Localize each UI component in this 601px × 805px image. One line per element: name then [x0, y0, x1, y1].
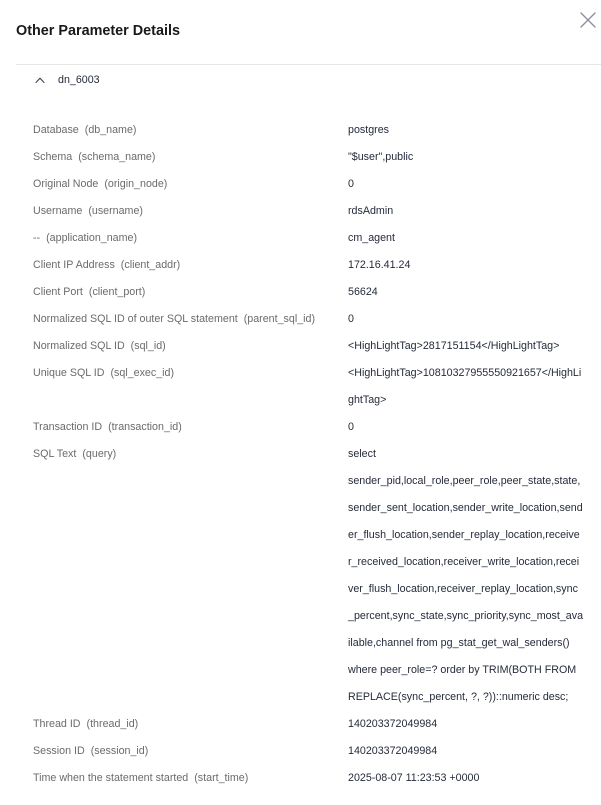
param-field-key: (application_name) [46, 232, 138, 244]
param-value: 0 [348, 421, 354, 433]
param-value: <HighLightTag>10810327955550921657</HighLightTag> [348, 367, 582, 406]
param-name: Database [33, 124, 79, 136]
close-icon [579, 11, 597, 29]
sql-text-value: select sender_pid,local_role,peer_role,peer_state,state,sender_sent_location,sender_write_location,sender_flush_location,sender_replay_location,receiver_received_location,receiver_write_location,receiver_flush_location,receiver_replay_location,sync_percent,sync_state,sync_priority,sync_most_available,channel from pg_stat_get_wal_senders() where peer_role=? order by TRIM(BOTH FROM REPLACE(sync_percent, ?, ?))::numeric desc; [348, 448, 584, 703]
param-row-origin-node [33, 171, 584, 198]
param-label [33, 360, 348, 387]
param-row-db-name [33, 117, 584, 144]
param-field-key: (schema_name) [78, 151, 156, 163]
param-name: Client Port [33, 286, 83, 298]
param-row-session-id [33, 738, 584, 765]
param-name: SQL Text [33, 448, 77, 460]
param-field-key: (start_time) [194, 772, 249, 784]
param-label [33, 333, 348, 360]
param-label [33, 225, 348, 252]
close-button[interactable] [579, 11, 597, 29]
param-field-key: (thread_id) [86, 718, 139, 730]
dialog-title: Other Parameter Details [16, 23, 180, 39]
param-label [33, 441, 348, 468]
param-label [33, 198, 348, 225]
param-label [33, 306, 348, 333]
param-row-client-addr [33, 252, 584, 279]
param-field-key: (origin_node) [104, 178, 168, 190]
param-field-key: (db_name) [84, 124, 137, 136]
param-label [33, 738, 348, 765]
param-row-sql-exec-id [33, 360, 584, 414]
collapse-panel-header[interactable] [16, 65, 601, 96]
param-value: 56624 [348, 286, 378, 298]
param-name: Username [33, 205, 83, 217]
param-field-key: (session_id) [90, 745, 149, 757]
param-name: Transaction ID [33, 421, 103, 433]
param-row-parent-sql-id [33, 306, 584, 333]
param-row-thread-id [33, 711, 584, 738]
param-label [33, 711, 348, 738]
param-field-key: (client_addr) [120, 259, 181, 271]
param-label [33, 279, 348, 306]
param-value: postgres [348, 124, 389, 136]
param-row-sql-id [33, 333, 584, 360]
param-label [33, 117, 348, 144]
param-value: "$user",public [348, 151, 414, 163]
param-name: Original Node [33, 178, 99, 190]
param-label [33, 252, 348, 279]
param-field-key: (parent_sql_id) [243, 313, 316, 325]
param-row-application-name [33, 225, 584, 252]
param-name: Session ID [33, 745, 85, 757]
param-value: 140203372049984 [348, 745, 438, 757]
chevron-up-icon [35, 77, 45, 83]
param-name: Normalized SQL ID [33, 340, 125, 352]
param-value: 2025-08-07 11:23:53 +0000 [348, 772, 480, 784]
param-name: Time when the statement started [33, 772, 189, 784]
param-field-key: (client_port) [88, 286, 146, 298]
param-row-query [33, 441, 584, 711]
param-value: 172.16.41.24 [348, 259, 411, 271]
param-field-key: (query) [82, 448, 117, 460]
param-name: Schema [33, 151, 73, 163]
param-value: 0 [348, 178, 354, 190]
param-value: rdsAdmin [348, 205, 394, 217]
param-name: Unique SQL ID [33, 367, 105, 379]
param-label [33, 414, 348, 441]
param-field-key: (transaction_id) [108, 421, 182, 433]
param-field-key: (sql_exec_id) [110, 367, 175, 379]
param-value: 0 [348, 313, 354, 325]
param-label [33, 765, 348, 792]
param-row-start-time [33, 765, 584, 792]
param-row-client-port [33, 279, 584, 306]
param-label [33, 144, 348, 171]
param-name: Thread ID [33, 718, 81, 730]
param-name: -- [33, 232, 41, 244]
param-value: <HighLightTag>2817151154</HighLightTag> [348, 340, 560, 352]
param-label [33, 171, 348, 198]
param-field-key: (username) [88, 205, 143, 217]
panel-title: dn_6003 [58, 74, 100, 86]
param-value: cm_agent [348, 232, 395, 244]
param-row-transaction-id [33, 414, 584, 441]
param-row-schema-name [33, 144, 584, 171]
param-field-key: (sql_id) [130, 340, 166, 352]
param-row-username [33, 198, 584, 225]
parameter-list [33, 117, 584, 792]
param-name: Normalized SQL ID of outer SQL statement [33, 313, 238, 325]
param-name: Client IP Address [33, 259, 115, 271]
param-value: 140203372049984 [348, 718, 438, 730]
